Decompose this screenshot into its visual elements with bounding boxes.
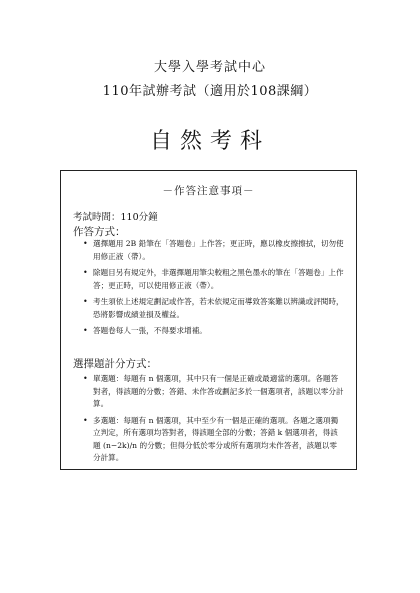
- exam-title: 110年試辦考試（適用於108課綱）: [102, 84, 318, 99]
- list-item: • 單選題：每題有 n 個選項，其中只有一個是正確或最適當的選項。各題答對者，得該題的分數；答錯、未作答或劃記多於一個選項者，該題以零分計算。: [83, 373, 344, 411]
- subject-title: 自然考科: [149, 129, 270, 154]
- instructions-box: [60, 170, 357, 470]
- notice-title: －作答注意事項－: [162, 185, 255, 197]
- list-item: • 除題目另有規定外，非選擇題用筆尖較粗之黑色墨水的筆在「答題卷」上作答；更正時，可以使用修正液（帶）。: [83, 267, 344, 292]
- list-item: • 選擇題用 2B 鉛筆在「答題卷」上作答；更正時，應以橡皮擦擦拭，切勿使用修正液（帶）。: [83, 238, 344, 263]
- method-list: [83, 238, 344, 342]
- scoring-list: [83, 373, 344, 469]
- list-item: • 考生須依上述規定劃記或作答，若未依規定而導致答案難以辨識或評閱時，恐將影響成績並損及權益。: [83, 296, 344, 321]
- exam-time: 考試時間：110分鐘: [73, 212, 158, 223]
- list-item: • 答題卷每人一張，不得要求增補。: [83, 325, 344, 338]
- scoring-heading: 選擇題計分方式：: [73, 358, 157, 370]
- list-item: • 多選題：每題有 n 個選項，其中至少有一個是正確的選項。各題之選項獨立判定，所有選項均答對者，得該題全部的分數；答錯 k 個選項者，得該題 (n−2k)/n 的分數；但得分低於零分或所有選項均未作答者，該題以零分計算。: [83, 415, 344, 465]
- method-heading: 作答方式：: [73, 226, 126, 238]
- organization-name: 大學入學考試中心: [153, 60, 266, 75]
